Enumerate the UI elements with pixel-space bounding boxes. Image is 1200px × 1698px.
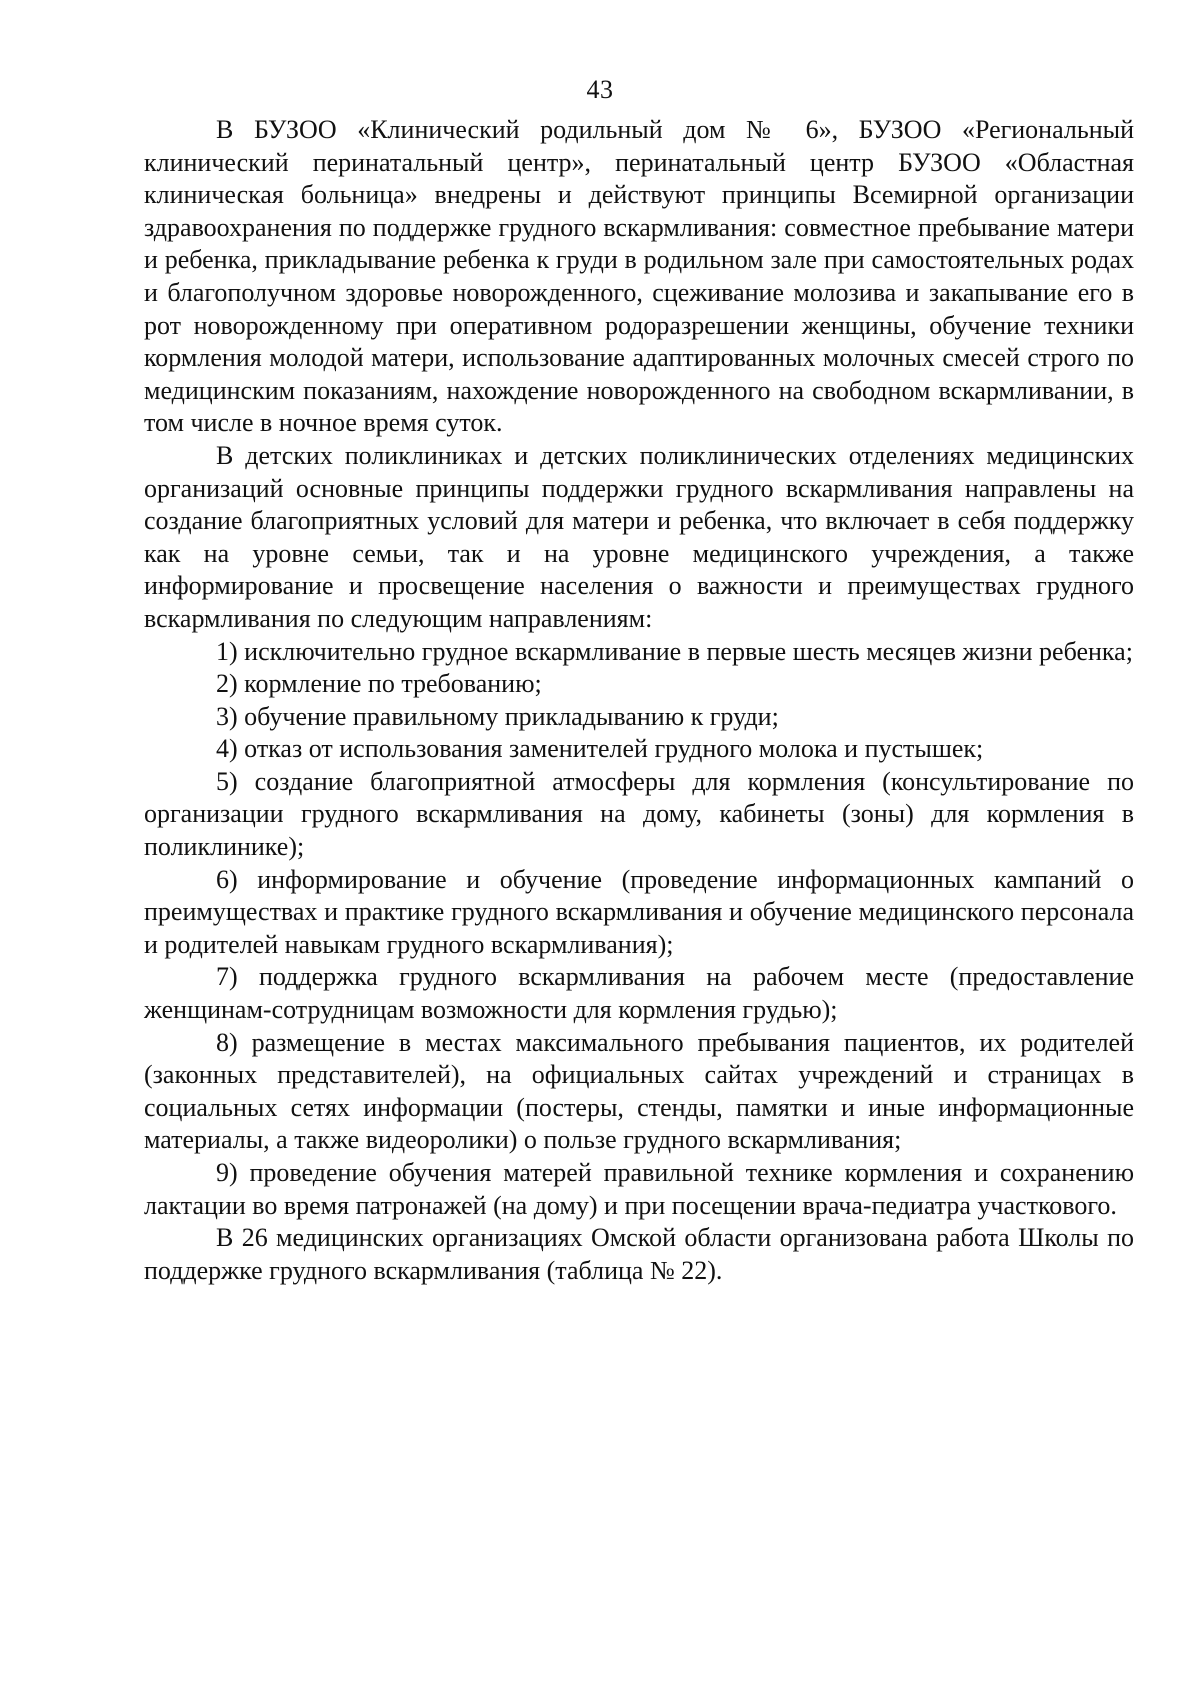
list-item-workplace-support: 7) поддержка грудного вскармливания на рабочем месте (предоставление женщинам-сотрудницам возможности для кормления грудью); (144, 962, 1134, 1025)
list-item-mothers-training: 9) проведение обучения матерей правильной технике кормления и сохранению лактации во время патронажей (на дому) и при посещении врача-педиатра участкового. (144, 1158, 1134, 1220)
paragraph-breastfeeding-school: В 26 медицинских организациях Омской области организована работа Школы по поддержке грудного вскармливания (таблица № 22). (144, 1223, 1134, 1285)
list-item-feeding-on-demand: 2) кормление по требованию; (216, 669, 542, 699)
document-body (144, 114, 1134, 1287)
list-item-exclusive-breastfeeding: 1) исключительно грудное вскармливание в первые шесть месяцев жизни ребенка; (216, 636, 1133, 666)
paragraph-maternity-hospitals: В БУЗОО «Клинический родильный дом № 6», БУЗОО «Региональный клинический перинатальный центр», перинатальный центр БУЗОО «Областная клиническая больница» внедрены и действуют принципы Всемирной организации здравоохранения по поддержке грудного вскармливания: совместное пребывание матери и ребенка, прикладывание ребенка к груди в родильном зале при самостоятельных родах и благополучном здоровье новорожденного, сцеживание молозива и закапывание его в рот новорожденному при оперативном родоразрешении женщины, обучение техники кормления молодой матери, использование адаптированных молочных смесей строго по медицинским показаниям, нахождение новорожденного на свободном вскармливании, в том числе в ночное время суток. (144, 115, 1134, 438)
paragraph-children-clinics: В детских поликлиниках и детских поликлинических отделениях медицинских организаций основные принципы поддержки грудного вскармливания направлены на создание благоприятных условий для матери и ребенка, что включает в себя поддержку как на уровне семьи, так и на уровне медицинского учреждения, а также информирование и просвещение населения о важности и преимуществах грудного вскармливания по следующим направлениям: (144, 440, 1134, 633)
list-item-no-substitutes: 4) отказ от использования заменителей грудного молока и пустышек; (216, 734, 984, 764)
list-item-information-training: 6) информирование и обучение (проведение информационных кампаний о преимуществах и практике грудного вскармливания и обучение медицинского персонала и родителей навыкам грудного вскармливания); (144, 864, 1134, 959)
list-item-latching-training: 3) обучение правильному прикладыванию к груди; (216, 701, 779, 731)
list-item-favorable-atmosphere: 5) создание благоприятной атмосферы для кормления (консультирование по организации грудного вскармливания на дому, кабинеты (зоны) для кормления в поликлинике); (144, 766, 1134, 862)
page-number: 43 (586, 75, 614, 104)
list-item-information-placement: 8) размещение в местах максимального пребывания пациентов, их родителей (законных представителей), на официальных сайтах учреждений и страницах в социальных сетях информации (постеры, стенды, памятки и иные информационные материалы, а также видеоролики) о пользе грудного вскармливания; (144, 1027, 1134, 1155)
